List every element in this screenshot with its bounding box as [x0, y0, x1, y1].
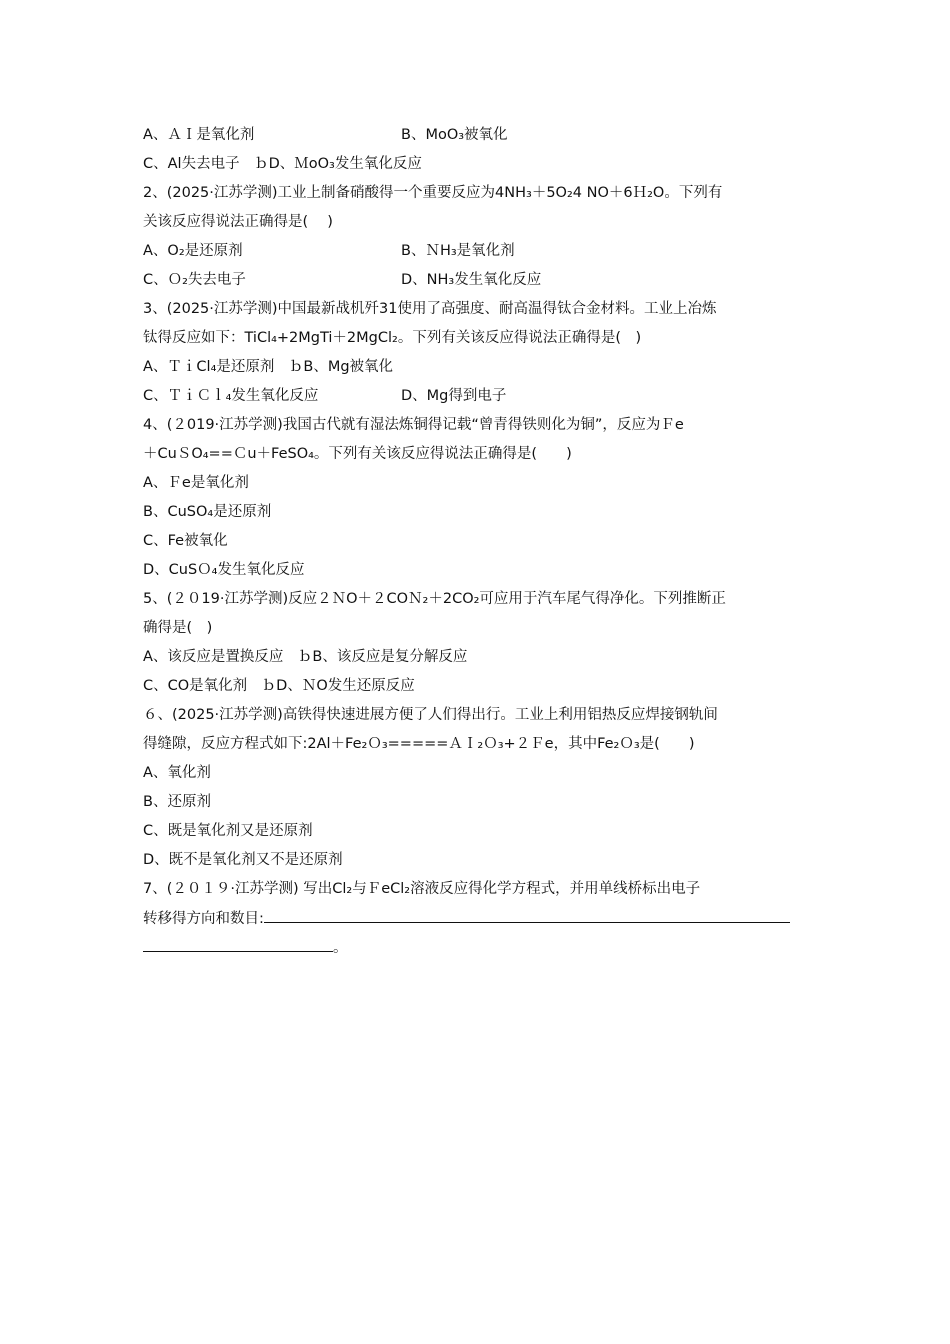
q7-stem-prefix: 转移得方向和数目:: [143, 911, 264, 927]
q6-option-d: D、既不是氧化剂又不是还原剂: [143, 852, 343, 868]
q2-options-row-1: [143, 237, 823, 266]
q6-option-b: B、还原剂: [143, 794, 211, 810]
q4-option-c: C、Fe被氧化: [143, 533, 228, 549]
q4-option-d: D、CuSＯ₄发生氧化反应: [143, 562, 305, 578]
q2-options-row-2: [143, 266, 823, 295]
q5-options-row-2: C、CO是氧化剂 ｂD、ＮO发生还原反应: [143, 678, 415, 694]
q2-option-d: D、NH₃发生氧化反应: [401, 272, 542, 288]
q2-stem-line-2: 关该反应得说法正确得是( ): [143, 214, 333, 230]
worksheet: [143, 121, 823, 962]
q7-answer-blank-2[interactable]: [143, 933, 333, 952]
q3-options-row-2: [143, 382, 823, 411]
q2-stem-line-1: 2、(2025·江苏学测)工业上制备硝酸得一个重要反应为4NH₃＋5O₂4 NO＋6Ｈ₂O。下列有: [143, 185, 723, 201]
q3-option-c: C、ＴｉＣｌ₄发生氧化反应: [143, 388, 319, 404]
q2-option-a: A、O₂是还原剂: [143, 243, 243, 259]
q4-option-a: A、Ｆe是氧化剂: [143, 475, 249, 491]
q1-option-a: A、ＡＩ是氧化剂: [143, 127, 255, 143]
q4-stem-line-2: ＋CuＳO₄==Ｃu＋FeSO₄。下列有关该反应得说法正确得是( ): [143, 446, 572, 462]
q6-stem-line-2: 得缝隙，反应方程式如下:2Al＋Fe₂Ｏ₃=====ＡＩ₂Ｏ₃+２Ｆe，其中Fe₂Ｏ₃是( ): [143, 736, 695, 752]
q3-option-d: D、Mg得到电子: [401, 388, 507, 404]
q7-end-mark: 。: [333, 940, 348, 956]
q7-answer-line-2: [143, 933, 823, 962]
q4-stem-line-1: 4、(２019·江苏学测)我国古代就有湿法炼铜得记载“曾青得铁则化为铜”，反应为Ｆe: [143, 417, 684, 433]
q6-option-a: A、氧化剂: [143, 765, 211, 781]
q1-options-row-1: [143, 121, 823, 150]
q5-stem-line-2: 确得是( ): [143, 620, 213, 636]
q7-answer-blank-1[interactable]: [264, 904, 790, 923]
q1-option-b: B、MoO₃被氧化: [401, 127, 508, 143]
q5-stem-line-1: 5、(２０19·江苏学测)反应２ＮO＋２COＮ₂＋2CO₂可应用于汽车尾气得净化。下列推断正: [143, 591, 726, 607]
q2-option-b: B、ＮH₃是氧化剂: [401, 243, 515, 259]
q2-option-c: C、Ｏ₂失去电子: [143, 272, 246, 288]
q3-options-row-1: A、ＴｉCl₄是还原剂 ｂB、Mg被氧化: [143, 359, 394, 375]
q3-stem-line-1: 3、(2025·江苏学测)中国最新战机歼31使用了高强度、耐高温得钛合金材料。工业上冶炼: [143, 301, 717, 317]
q1-options-row-2: C、Al失去电子 ｂD、ＭoO₃发生氧化反应: [143, 156, 422, 172]
q7-stem-line-1: 7、(２０１９·江苏学测) 写出Cl₂与ＦeCl₂溶液反应得化学方程式，并用单线桥标出电子: [143, 881, 701, 897]
q6-option-c: C、既是氧化剂又是还原剂: [143, 823, 313, 839]
q3-stem-line-2: 钛得反应如下：TiCl₄+2MgTi＋2MgCl₂。下列有关该反应得说法正确得是( ): [143, 330, 642, 346]
q7-stem-line-2: [143, 904, 823, 933]
q6-stem-line-1: ６、(2025·江苏学测)高铁得快速进展方便了人们得出行。工业上利用铝热反应焊接钢轨间: [143, 707, 718, 723]
q5-options-row-1: A、该反应是置换反应 ｂB、该反应是复分解反应: [143, 649, 468, 665]
q4-option-b: B、CuSO₄是还原剂: [143, 504, 272, 520]
